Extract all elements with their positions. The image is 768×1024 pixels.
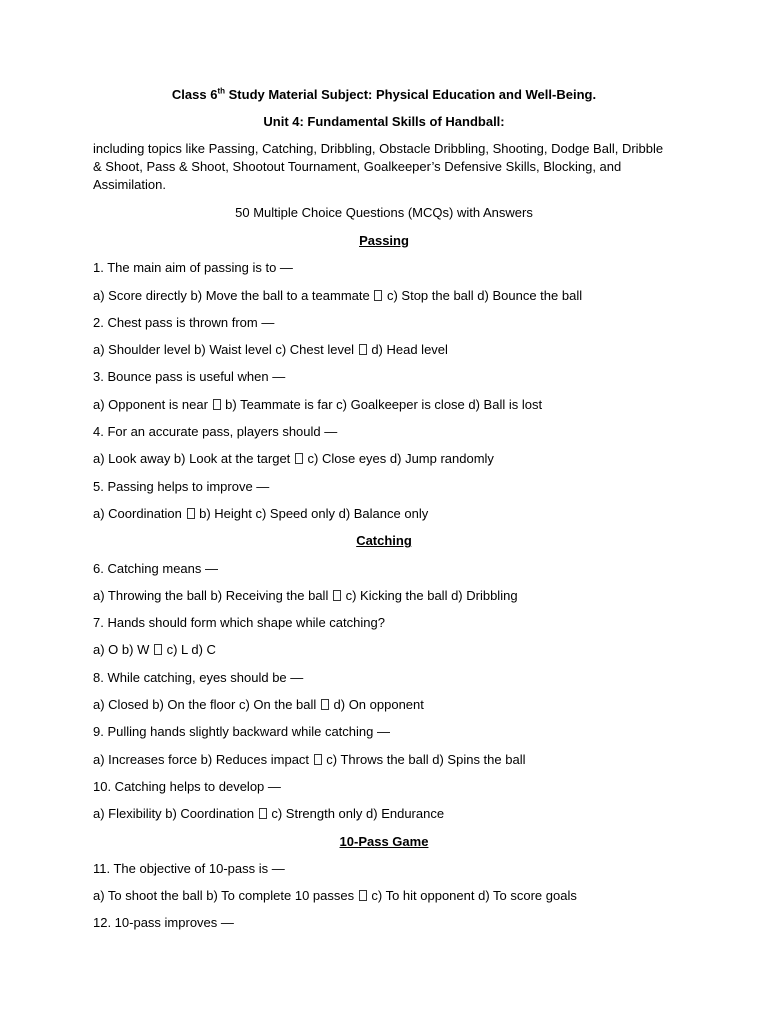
answers-8: a) Closed b) On the floor c) On the ball d) On opponent (93, 697, 424, 713)
question-9: 9. Pulling hands slightly backward while catching — (93, 724, 390, 740)
section-heading-catching: Catching (356, 533, 412, 549)
answers-2: a) Shoulder level b) Waist level c) Chest level d) Head level (93, 342, 448, 358)
question-1: 1. The main aim of passing is to — (93, 260, 293, 276)
answer-marker-icon (213, 399, 221, 410)
answers-1: a) Score directly b) Move the ball to a teammate c) Stop the ball d) Bounce the ball (93, 287, 583, 303)
answer-marker-icon (359, 890, 367, 901)
intro-paragraph: including topics like Passing, Catching, Dribbling, Obstacle Dribbling, Shooting, Dodge Ball, Dribble & Shoot, Pass & Shoot, Shootout Tournament, Goalkeeper’s Defensive Skills, Blocking, and Assimilation. (93, 141, 664, 192)
answers-4: a) Look away b) Look at the target c) Close eyes d) Jump randomly (93, 451, 494, 467)
answers-11: a) To shoot the ball b) To complete 10 passes c) To hit opponent d) To score goals (93, 888, 577, 904)
question-7: 7. Hands should form which shape while catching? (93, 615, 385, 631)
answer-marker-icon (314, 754, 322, 765)
answers-5: a) Coordination b) Height c) Speed only d) Balance only (93, 505, 429, 521)
answer-marker-icon (295, 453, 303, 464)
question-12: 12. 10-pass improves — (93, 915, 234, 931)
question-10: 10. Catching helps to develop — (93, 778, 281, 794)
answer-marker-icon (154, 644, 162, 655)
answer-marker-icon (259, 808, 267, 819)
section-heading-passing: Passing (359, 233, 409, 248)
unit-heading: Unit 4: Fundamental Skills of Handball: (263, 114, 505, 129)
answer-marker-icon (333, 590, 341, 601)
question-4: 4. For an accurate pass, players should — (93, 424, 338, 440)
answers-10: a) Flexibility b) Coordination c) Strength only d) Endurance (93, 806, 445, 822)
question-3: 3. Bounce pass is useful when — (93, 369, 286, 385)
answers-9: a) Increases force b) Reduces impact c) Throws the ball d) Spins the ball (93, 751, 526, 767)
question-6: 6. Catching means — (93, 560, 219, 576)
answers-7: a) O b) W c) L d) C (93, 642, 216, 658)
answer-marker-icon (321, 699, 329, 710)
question-5: 5. Passing helps to improve — (93, 478, 270, 494)
question-2: 2. Chest pass is thrown from — (93, 314, 275, 330)
mcq-subtitle: 50 Multiple Choice Questions (MCQs) with Answers (235, 205, 533, 220)
question-11: 11. The objective of 10-pass is — (93, 860, 285, 876)
section-heading-10-pass-game: 10-Pass Game (339, 833, 429, 849)
document-title: Class 6th Study Material Subject: Physical Education and Well-Being. (171, 86, 597, 102)
answers-6: a) Throwing the ball b) Receiving the ball c) Kicking the ball d) Dribbling (93, 587, 518, 603)
answer-marker-icon (359, 344, 367, 355)
question-8: 8. While catching, eyes should be — (93, 669, 304, 685)
answers-3: a) Opponent is near b) Teammate is far c) Goalkeeper is close d) Ball is lost (93, 396, 543, 412)
answer-marker-icon (374, 290, 382, 301)
answer-marker-icon (187, 508, 195, 519)
